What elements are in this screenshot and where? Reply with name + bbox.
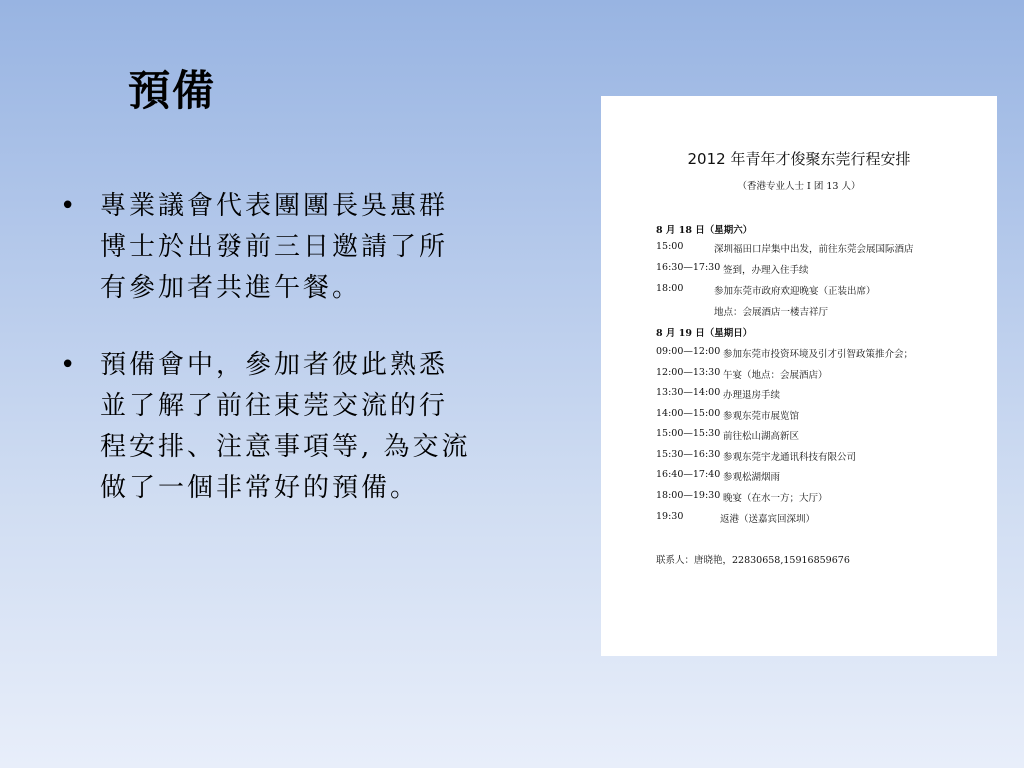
schedule-event: 前往松山湖高新区	[723, 431, 800, 442]
schedule-row	[656, 387, 986, 401]
schedule-event: 参观东莞市展览馆	[723, 411, 800, 422]
schedule-time: 09:00—12:00	[656, 346, 721, 357]
schedule-row	[656, 490, 986, 504]
schedule-time: 15:00	[656, 241, 684, 252]
schedule-time: 15:00—15:30	[656, 428, 721, 439]
bullet-line: 專業議會代表團團長吳惠群	[100, 191, 449, 221]
bullet-line: 預備會中，參加者彼此熟悉	[100, 350, 449, 380]
schedule-time: 18:00—19:30	[656, 490, 721, 501]
schedule-time: 16:30—17:30	[656, 262, 721, 273]
schedule-row	[656, 283, 986, 297]
schedule-row	[656, 469, 986, 483]
bullet-line: 有參加者共進午餐。	[100, 273, 362, 303]
schedule-row	[656, 346, 986, 360]
schedule-time: 14:00—15:00	[656, 408, 721, 419]
document-subtitle: （香港专业人士 I 团 13 人）	[737, 181, 861, 192]
bullet-item	[60, 186, 530, 309]
schedule-event: 参观东莞宇龙通讯科技有限公司	[723, 452, 857, 463]
contact-info: 联系人：唐晓艳，22830658,15916859676	[656, 555, 850, 566]
schedule-event: 深圳福田口岸集中出发，前往东莞会展国际酒店	[714, 244, 914, 255]
schedule-row	[656, 408, 986, 422]
schedule-event: 晚宴（在水一方；大厅）	[723, 493, 828, 504]
schedule-time: 18:00	[656, 283, 684, 294]
schedule-event: 参加东莞市政府欢迎晚宴（正装出席）	[714, 286, 876, 297]
day-heading: 8 月 19 日（星期日）	[656, 328, 753, 339]
document-title: 2012 年青年才俊聚东莞行程安排	[687, 150, 911, 168]
bullet-dot-icon: •	[60, 350, 79, 380]
bullet-dot-icon: •	[60, 191, 79, 221]
schedule-event: 参观松湖烟雨	[723, 472, 781, 483]
schedule-event: 办理退房手续	[723, 390, 781, 401]
schedule-row	[656, 367, 986, 381]
schedule-row	[656, 428, 986, 442]
schedule-event: 签到，办理入住手续	[723, 265, 809, 276]
schedule-time: 16:40—17:40	[656, 469, 721, 480]
schedule-event: 返港（送嘉宾回深圳）	[720, 514, 816, 525]
schedule-time: 15:30—16:30	[656, 449, 721, 460]
bullet-line: 並了解了前往東莞交流的行	[100, 391, 449, 421]
schedule-time: 19:30	[656, 511, 684, 522]
schedule-row	[656, 304, 986, 318]
schedule-row	[656, 262, 986, 276]
schedule-row	[656, 449, 986, 463]
itinerary-document-image	[601, 96, 997, 656]
schedule-row	[656, 241, 986, 255]
bullet-item	[60, 345, 530, 509]
bullet-line: 做了一個非常好的預備。	[100, 473, 420, 503]
day-heading: 8 月 18 日（星期六）	[656, 225, 753, 236]
schedule-row	[656, 511, 986, 525]
schedule-time: 12:00—13:30	[656, 367, 721, 378]
bullet-line: 程安排、注意事項等, 為交流	[100, 432, 471, 462]
bullet-list	[60, 186, 530, 545]
schedule-event: 参加东莞市投资环境及引才引智政策推介会；	[723, 349, 914, 360]
bullet-line: 博士於出發前三日邀請了所	[100, 232, 449, 262]
schedule-event: 地点：会展酒店一楼吉祥厅	[714, 307, 829, 318]
slide-title: 預備	[128, 66, 217, 115]
schedule-event: 午宴（地点：会展酒店）	[723, 370, 828, 381]
schedule-time: 13:30—14:00	[656, 387, 721, 398]
